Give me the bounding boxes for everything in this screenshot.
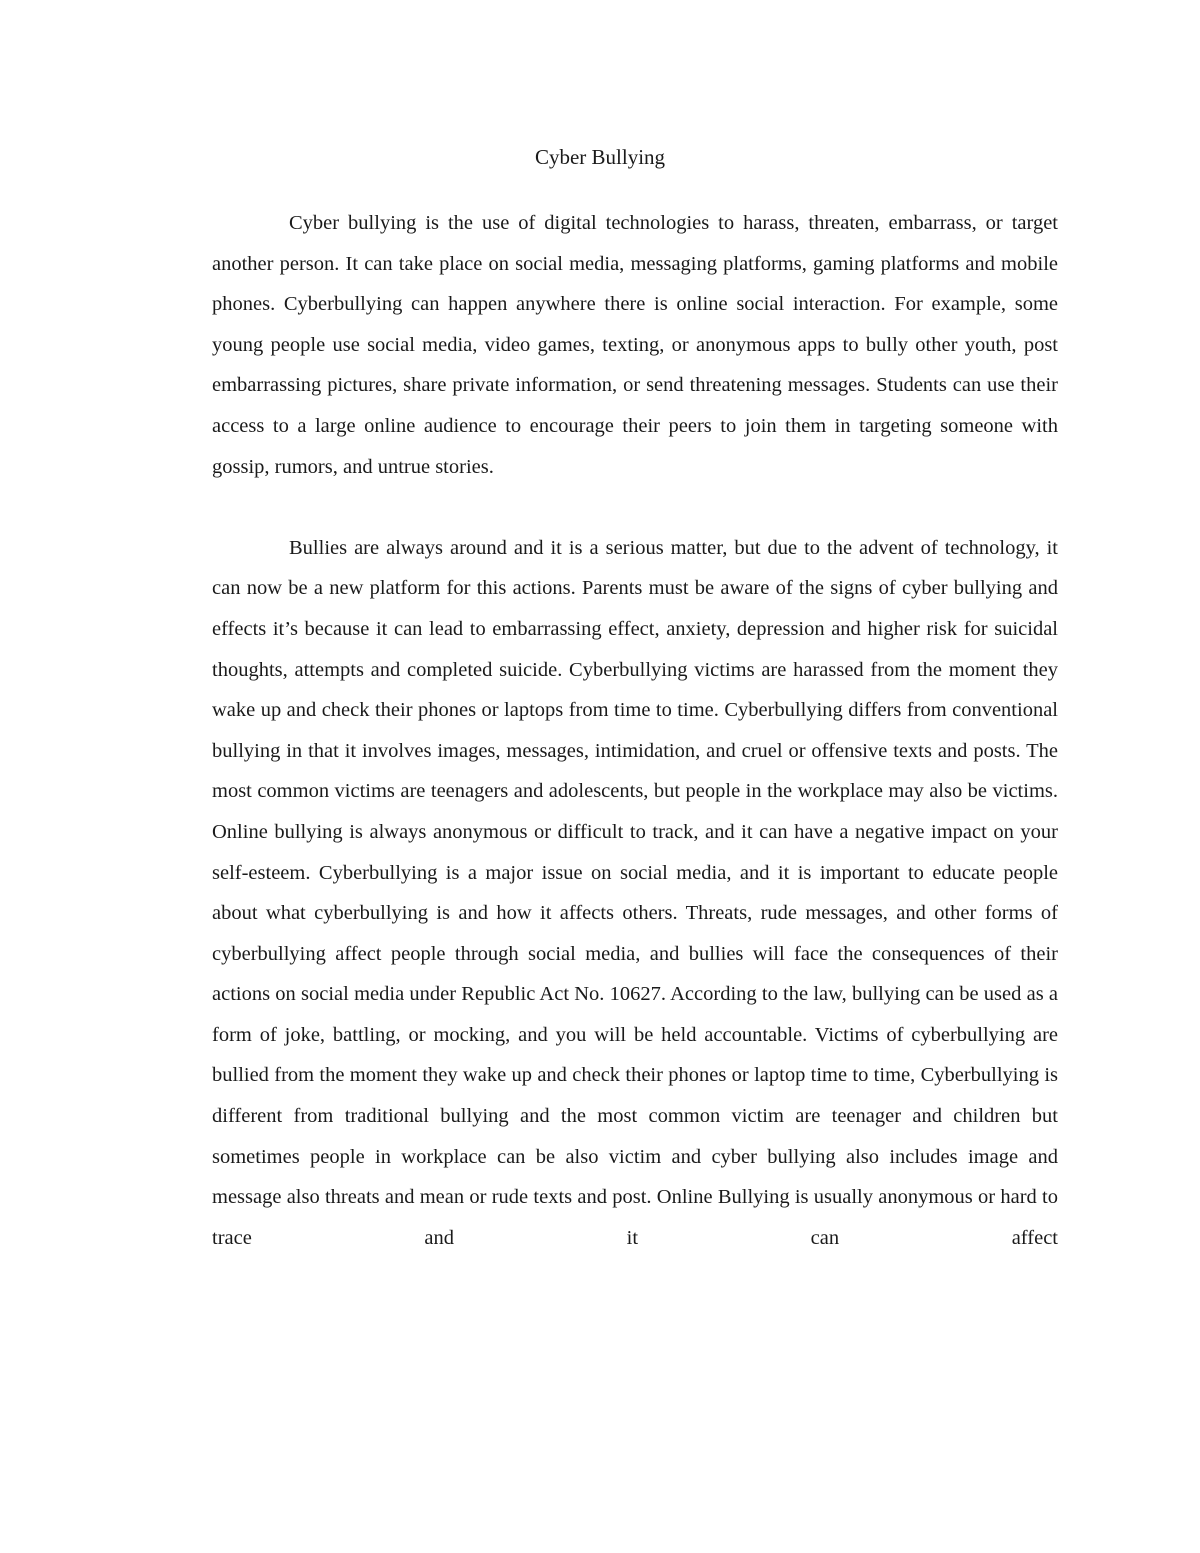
paragraph-1: Cyber bullying is the use of digital technologies to harass, threaten, embarrass, or target another person. It can take place on social media, messaging platforms, gaming platforms and mobile phones. Cyberbullying can happen anywhere there is online social interaction. For example, some young people use social media, video games, texting, or anonymous apps to bully other youth, post embarrassing pictures, share private information, or send threatening messages. Students can use their access to a large online audience to encourage their peers to join them in targeting someone with gossip, rumors, and untrue stories.: [212, 212, 1058, 478]
paragraph-2: Bullies are always around and it is a serious matter, but due to the advent of technology, it can now be a new platform for this actions. Parents must be aware of the signs of cyber bullying and effects it’s because it can lead to embarrassing effect, anxiety, depression and higher risk for suicidal thoughts, attempts and completed suicide. Cyberbullying victims are harassed from the moment they wake up and check their phones or laptops from time to time. Cyberbullying differs from conventional bullying in that it involves images, messages, intimidation, and cruel or offensive texts and posts. The most common victims are teenagers and adolescents, but people in the workplace may also be victims. Online bullying is always anonymous or difficult to track, and it can have a negative impact on your self-esteem. Cyberbullying is a major issue on social media, and it is important to educate people about what cyberbullying is and how it affects others. Threats, rude messages, and other forms of cyberbullying affect people through social media, and bullies will face the consequences of their actions on social media under Republic Act No. 10627. According to the law, bullying can be used as a form of joke, battling, or mocking, and you will be held accountable. Victims of cyberbullying are bullied from the moment they wake up and check their phones or laptop time to time, Cyberbullying is different from traditional bullying and the most common victim are teenager and children but sometimes people in workplace can be also victim and cyber bullying also includes image and message also threats and mean or rude texts and post. Online Bullying is usually anonymous or hard to trace and it can affect: [212, 536, 1058, 1249]
document-body: [212, 203, 1058, 1258]
document-title: Cyber Bullying: [534, 145, 666, 169]
